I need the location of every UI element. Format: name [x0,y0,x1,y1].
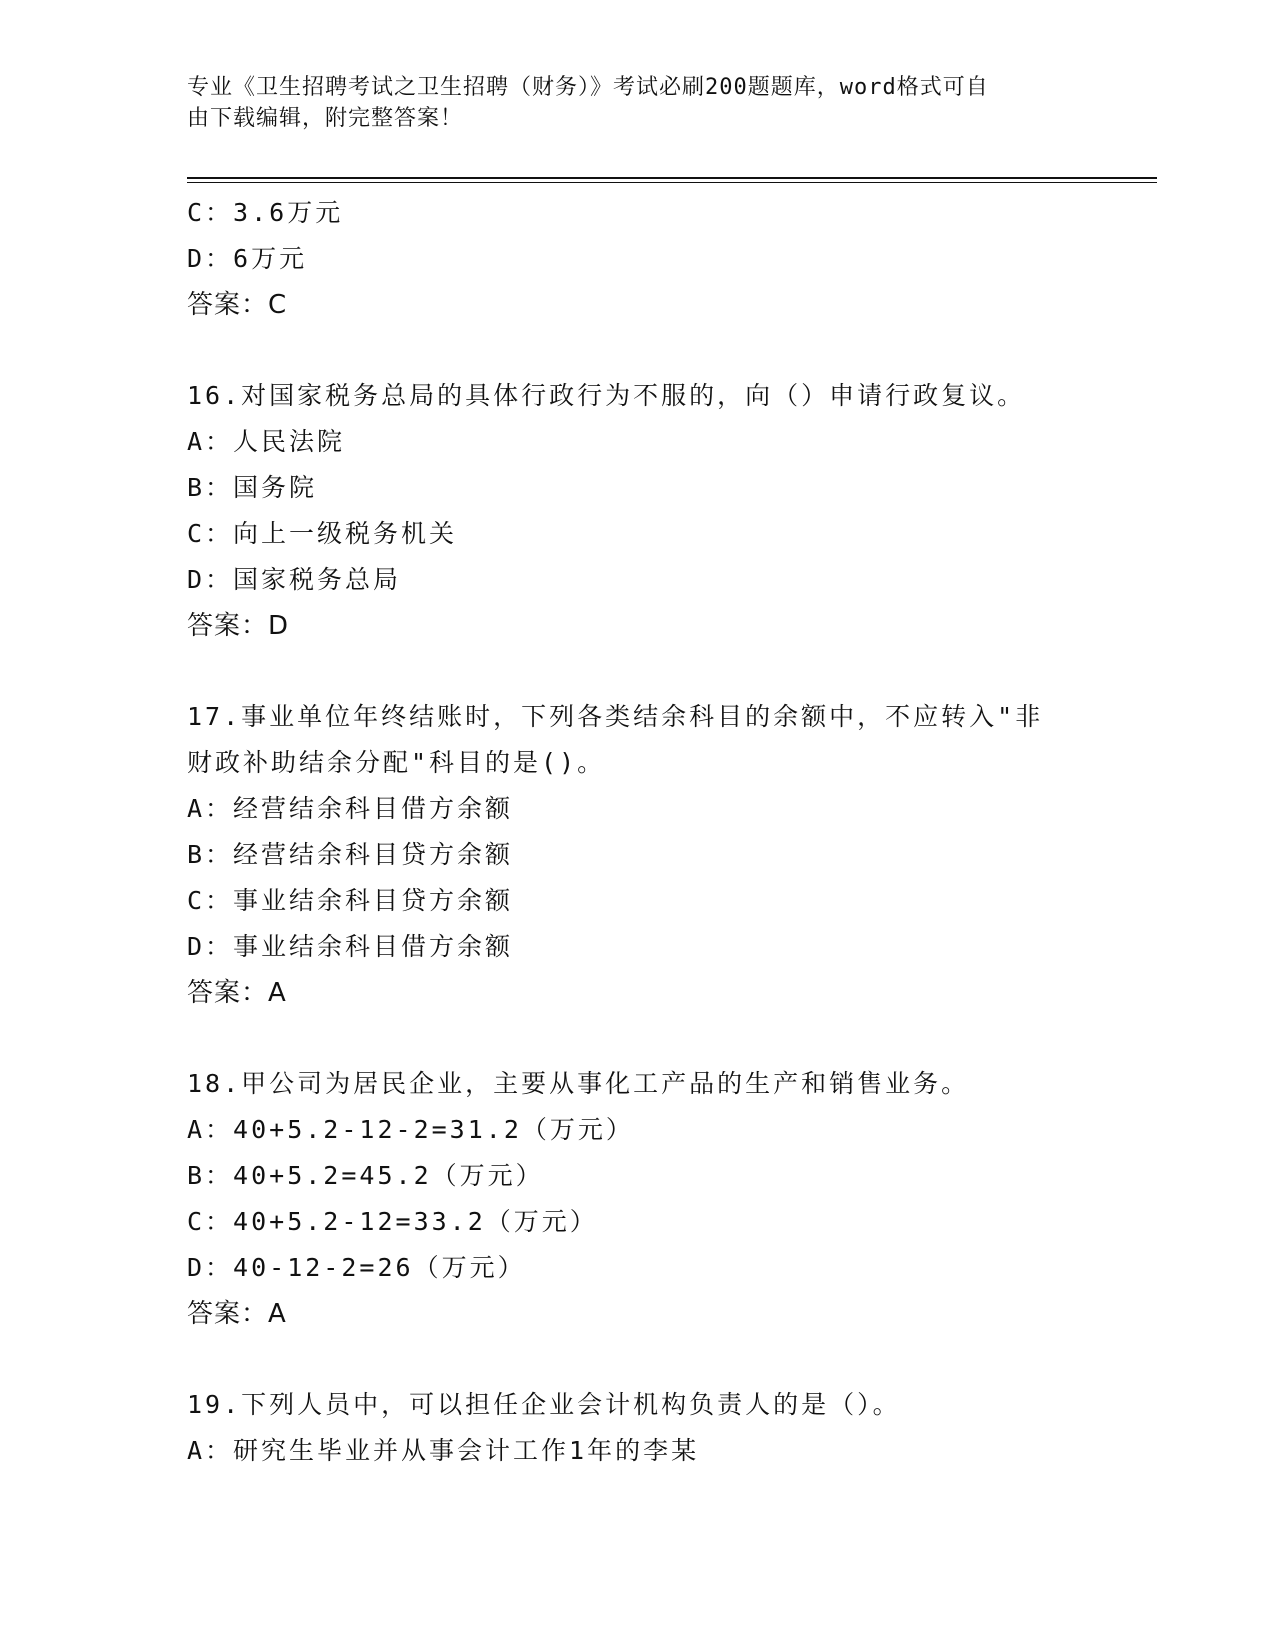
header-rule-thin [187,182,1157,183]
option-a: A：研究生毕业并从事会计工作1年的李某 [187,1436,700,1465]
document-body [187,190,1087,1474]
option-a: A：40+5.2-12-2=31.2（万元） [187,1115,634,1144]
question-19 [187,1382,1087,1474]
option-d: D：国家税务总局 [187,565,402,594]
question-stem: 16.对国家税务总局的具体行政行为不服的，向（）申请行政复议。 [187,381,1026,410]
question-15-tail [187,190,1087,328]
question-16 [187,373,1087,649]
option-d: D：事业结余科目借方余额 [187,932,514,961]
answer: 答案：D [187,611,290,641]
header-rule-thick [187,177,1157,179]
question-18 [187,1061,1087,1337]
question-stem-line-2: 财政补助结余分配"科目的是()。 [187,748,606,777]
option-b: B：40+5.2=45.2（万元） [187,1161,544,1190]
answer: 答案：C [187,290,288,320]
spacer [187,1337,1087,1382]
option-d: D：6万元 [187,244,308,273]
answer: 答案：A [187,978,287,1008]
option-c: C：3.6万元 [187,198,344,227]
spacer [187,1016,1087,1061]
option-d: D：40-12-2=26（万元） [187,1253,526,1282]
option-c: C：40+5.2-12=33.2（万元） [187,1207,598,1236]
document-header [187,72,1067,134]
option-c: C：向上一级税务机关 [187,519,458,548]
question-17 [187,694,1087,1016]
question-stem: 19.下列人员中，可以担任企业会计机构负责人的是（）。 [187,1390,901,1419]
spacer [187,649,1087,694]
question-stem: 18.甲公司为居民企业，主要从事化工产品的生产和销售业务。 [187,1069,970,1098]
option-a: A：经营结余科目借方余额 [187,794,514,823]
option-b: B：国务院 [187,473,318,502]
question-stem-line-1: 17.事业单位年终结账时，下列各类结余科目的余额中，不应转入"非 [187,702,1044,731]
option-b: B：经营结余科目贷方余额 [187,840,514,869]
option-c: C：事业结余科目贷方余额 [187,886,514,915]
answer: 答案：A [187,1299,287,1329]
spacer [187,328,1087,373]
header-line-1: 专业《卫生招聘考试之卫生招聘（财务）》考试必刷200题题库，word格式可自 [187,75,989,100]
option-a: A：人民法院 [187,427,346,456]
header-line-2: 由下载编辑，附完整答案！ [187,106,464,131]
